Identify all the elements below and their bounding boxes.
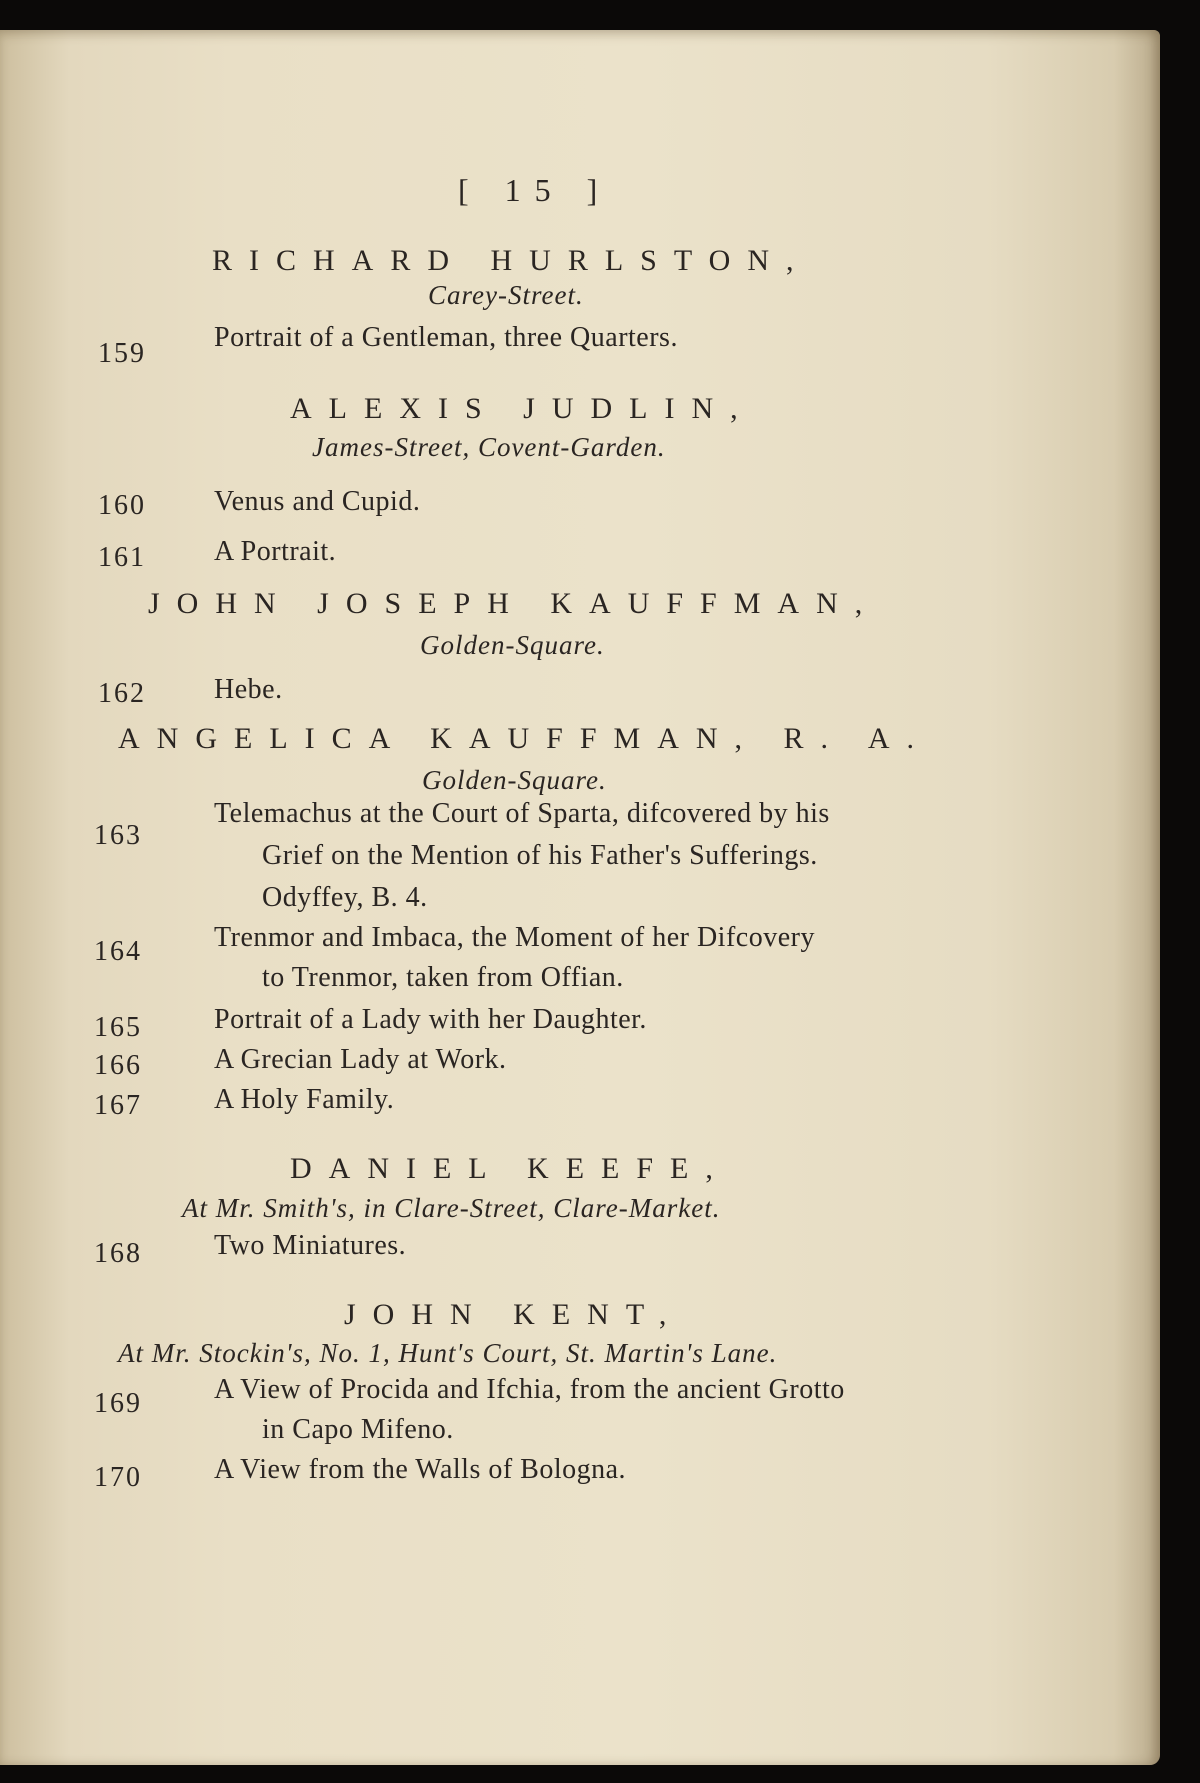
catalogue-number: 164: [94, 936, 142, 967]
work-title: A View of Procida and Ifchia, from the ancient Grotto: [214, 1374, 845, 1405]
work-title: A Grecian Lady at Work.: [214, 1044, 507, 1075]
catalogue-number: 166: [94, 1050, 142, 1081]
catalogue-number: 159: [98, 338, 146, 369]
artist-address: James-Street, Covent-Garden.: [312, 432, 666, 462]
work-title: Telemachus at the Court of Sparta, difcovered by his: [214, 798, 830, 829]
work-title-continued: Odyffey, B. 4.: [262, 882, 428, 913]
artist-address: At Mr. Stockin's, No. 1, Hunt's Court, St. Martin's Lane.: [118, 1338, 778, 1368]
work-title: Hebe.: [214, 674, 283, 705]
catalogue-number: 165: [94, 1012, 142, 1043]
artist-name: JOHN KENT,: [344, 1298, 684, 1331]
catalogue-number: 168: [94, 1238, 142, 1269]
work-title-continued: in Capo Mifeno.: [262, 1414, 454, 1445]
work-title: Portrait of a Lady with her Daughter.: [214, 1004, 647, 1035]
catalogue-number: 167: [94, 1090, 142, 1121]
work-title: Venus and Cupid.: [214, 486, 421, 517]
work-title: A Holy Family.: [214, 1084, 395, 1115]
catalogue-number: 169: [94, 1388, 142, 1419]
catalogue-number: 163: [94, 820, 142, 851]
work-title: Two Miniatures.: [214, 1230, 407, 1261]
work-title: Trenmor and Imbaca, the Moment of her Difcovery: [214, 922, 815, 953]
artist-address: Golden-Square.: [420, 630, 605, 660]
artist-address: Carey-Street.: [428, 280, 584, 310]
work-title: A View from the Walls of Bologna.: [214, 1454, 627, 1485]
catalogue-number: 170: [94, 1462, 142, 1493]
artist-name: RICHARD HURLSTON,: [212, 244, 811, 277]
catalogue-number: 161: [98, 542, 146, 573]
page-number: [ 15 ]: [458, 172, 612, 208]
work-title: Portrait of a Gentleman, three Quarters.: [214, 322, 678, 353]
work-title-continued: to Trenmor, taken from Offian.: [262, 962, 624, 993]
work-title-continued: Grief on the Mention of his Father's Sufferings.: [262, 840, 818, 871]
paper-sheet: [0, 30, 1160, 1765]
artist-name: ANGELICA KAUFFMAN, R. A.: [118, 722, 932, 755]
artist-address: Golden-Square.: [422, 765, 607, 795]
artist-name: DANIEL KEEFE,: [290, 1152, 730, 1185]
catalogue-number: 162: [98, 678, 146, 709]
artist-address: At Mr. Smith's, in Clare-Street, Clare-Market.: [182, 1193, 721, 1223]
artist-name: ALEXIS JUDLIN,: [290, 392, 755, 425]
catalogue-number: 160: [98, 490, 146, 521]
artist-name: JOHN JOSEPH KAUFFMAN,: [148, 587, 880, 620]
work-title: A Portrait.: [214, 536, 337, 567]
